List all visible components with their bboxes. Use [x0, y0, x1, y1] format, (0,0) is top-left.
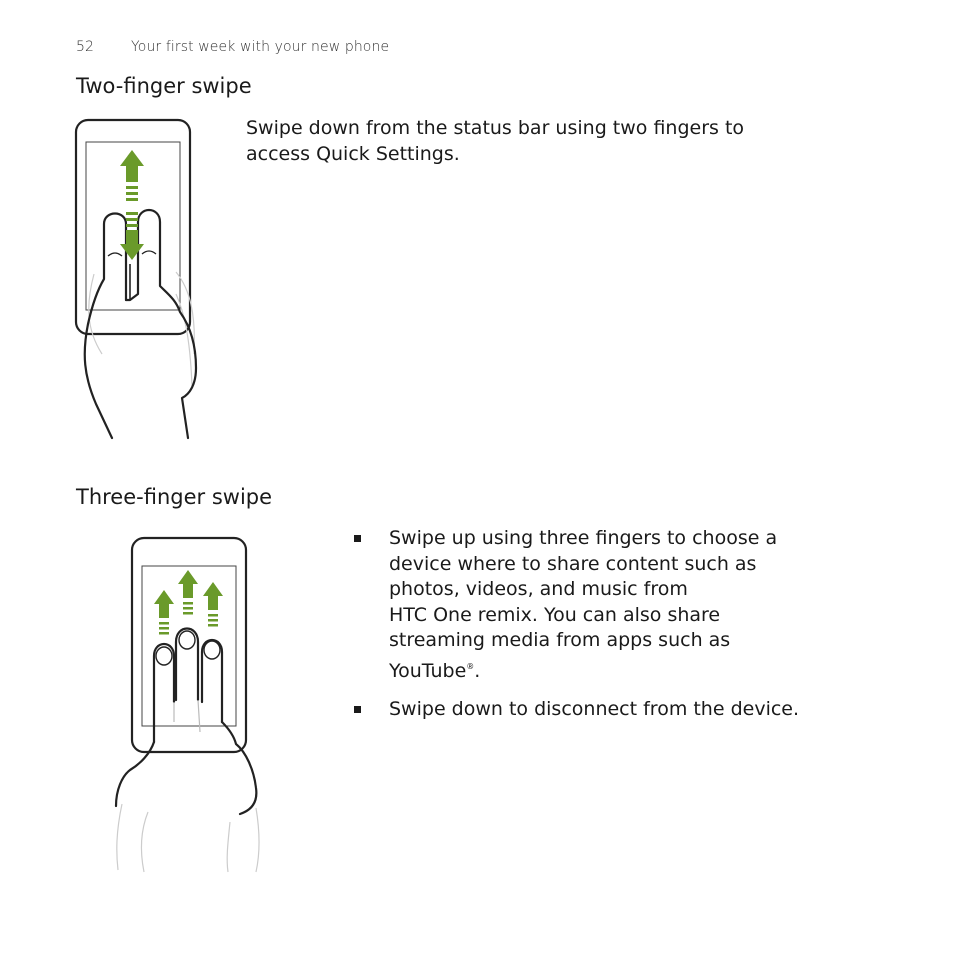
two-finger-description	[246, 116, 836, 167]
section-title-two-finger-swipe: Two-finger swipe	[76, 74, 252, 98]
bullet-line: photos, videos, and music from	[389, 578, 688, 600]
page-header	[76, 39, 389, 55]
period: .	[474, 659, 481, 682]
section-title-three-finger-swipe: Three-finger swipe	[76, 485, 273, 509]
bullet-item	[354, 526, 874, 684]
desc-line: Swipe down from the status bar using two fingers to	[246, 117, 745, 139]
youtube-text: YouTube	[389, 659, 467, 682]
bullet-line: streaming media from apps such as	[389, 629, 731, 651]
hand-outline-faint	[117, 804, 259, 872]
two-finger-swipe-down-icon	[72, 114, 204, 442]
bullet-marker	[354, 706, 361, 713]
bullet-line-last	[389, 654, 874, 685]
desc-line: access Quick Settings.	[246, 142, 460, 165]
page-number: 52	[76, 39, 95, 55]
three-finger-swipe-up-icon	[110, 532, 266, 874]
bullet-line: Swipe up using three fingers to choose a	[389, 527, 778, 549]
bullet-line: HTC One remix. You can also share	[389, 603, 721, 626]
bullet-marker	[354, 535, 361, 542]
bullet-item	[354, 697, 874, 723]
hand-outline	[116, 742, 154, 806]
chapter-title: Your first week with your new phone	[131, 39, 390, 55]
three-finger-bullet-list	[354, 526, 874, 723]
bullet-line: Swipe down to disconnect from the device.	[389, 698, 800, 720]
registered-mark: ®	[466, 661, 475, 671]
bullet-line: device where to share content such as	[389, 552, 757, 575]
